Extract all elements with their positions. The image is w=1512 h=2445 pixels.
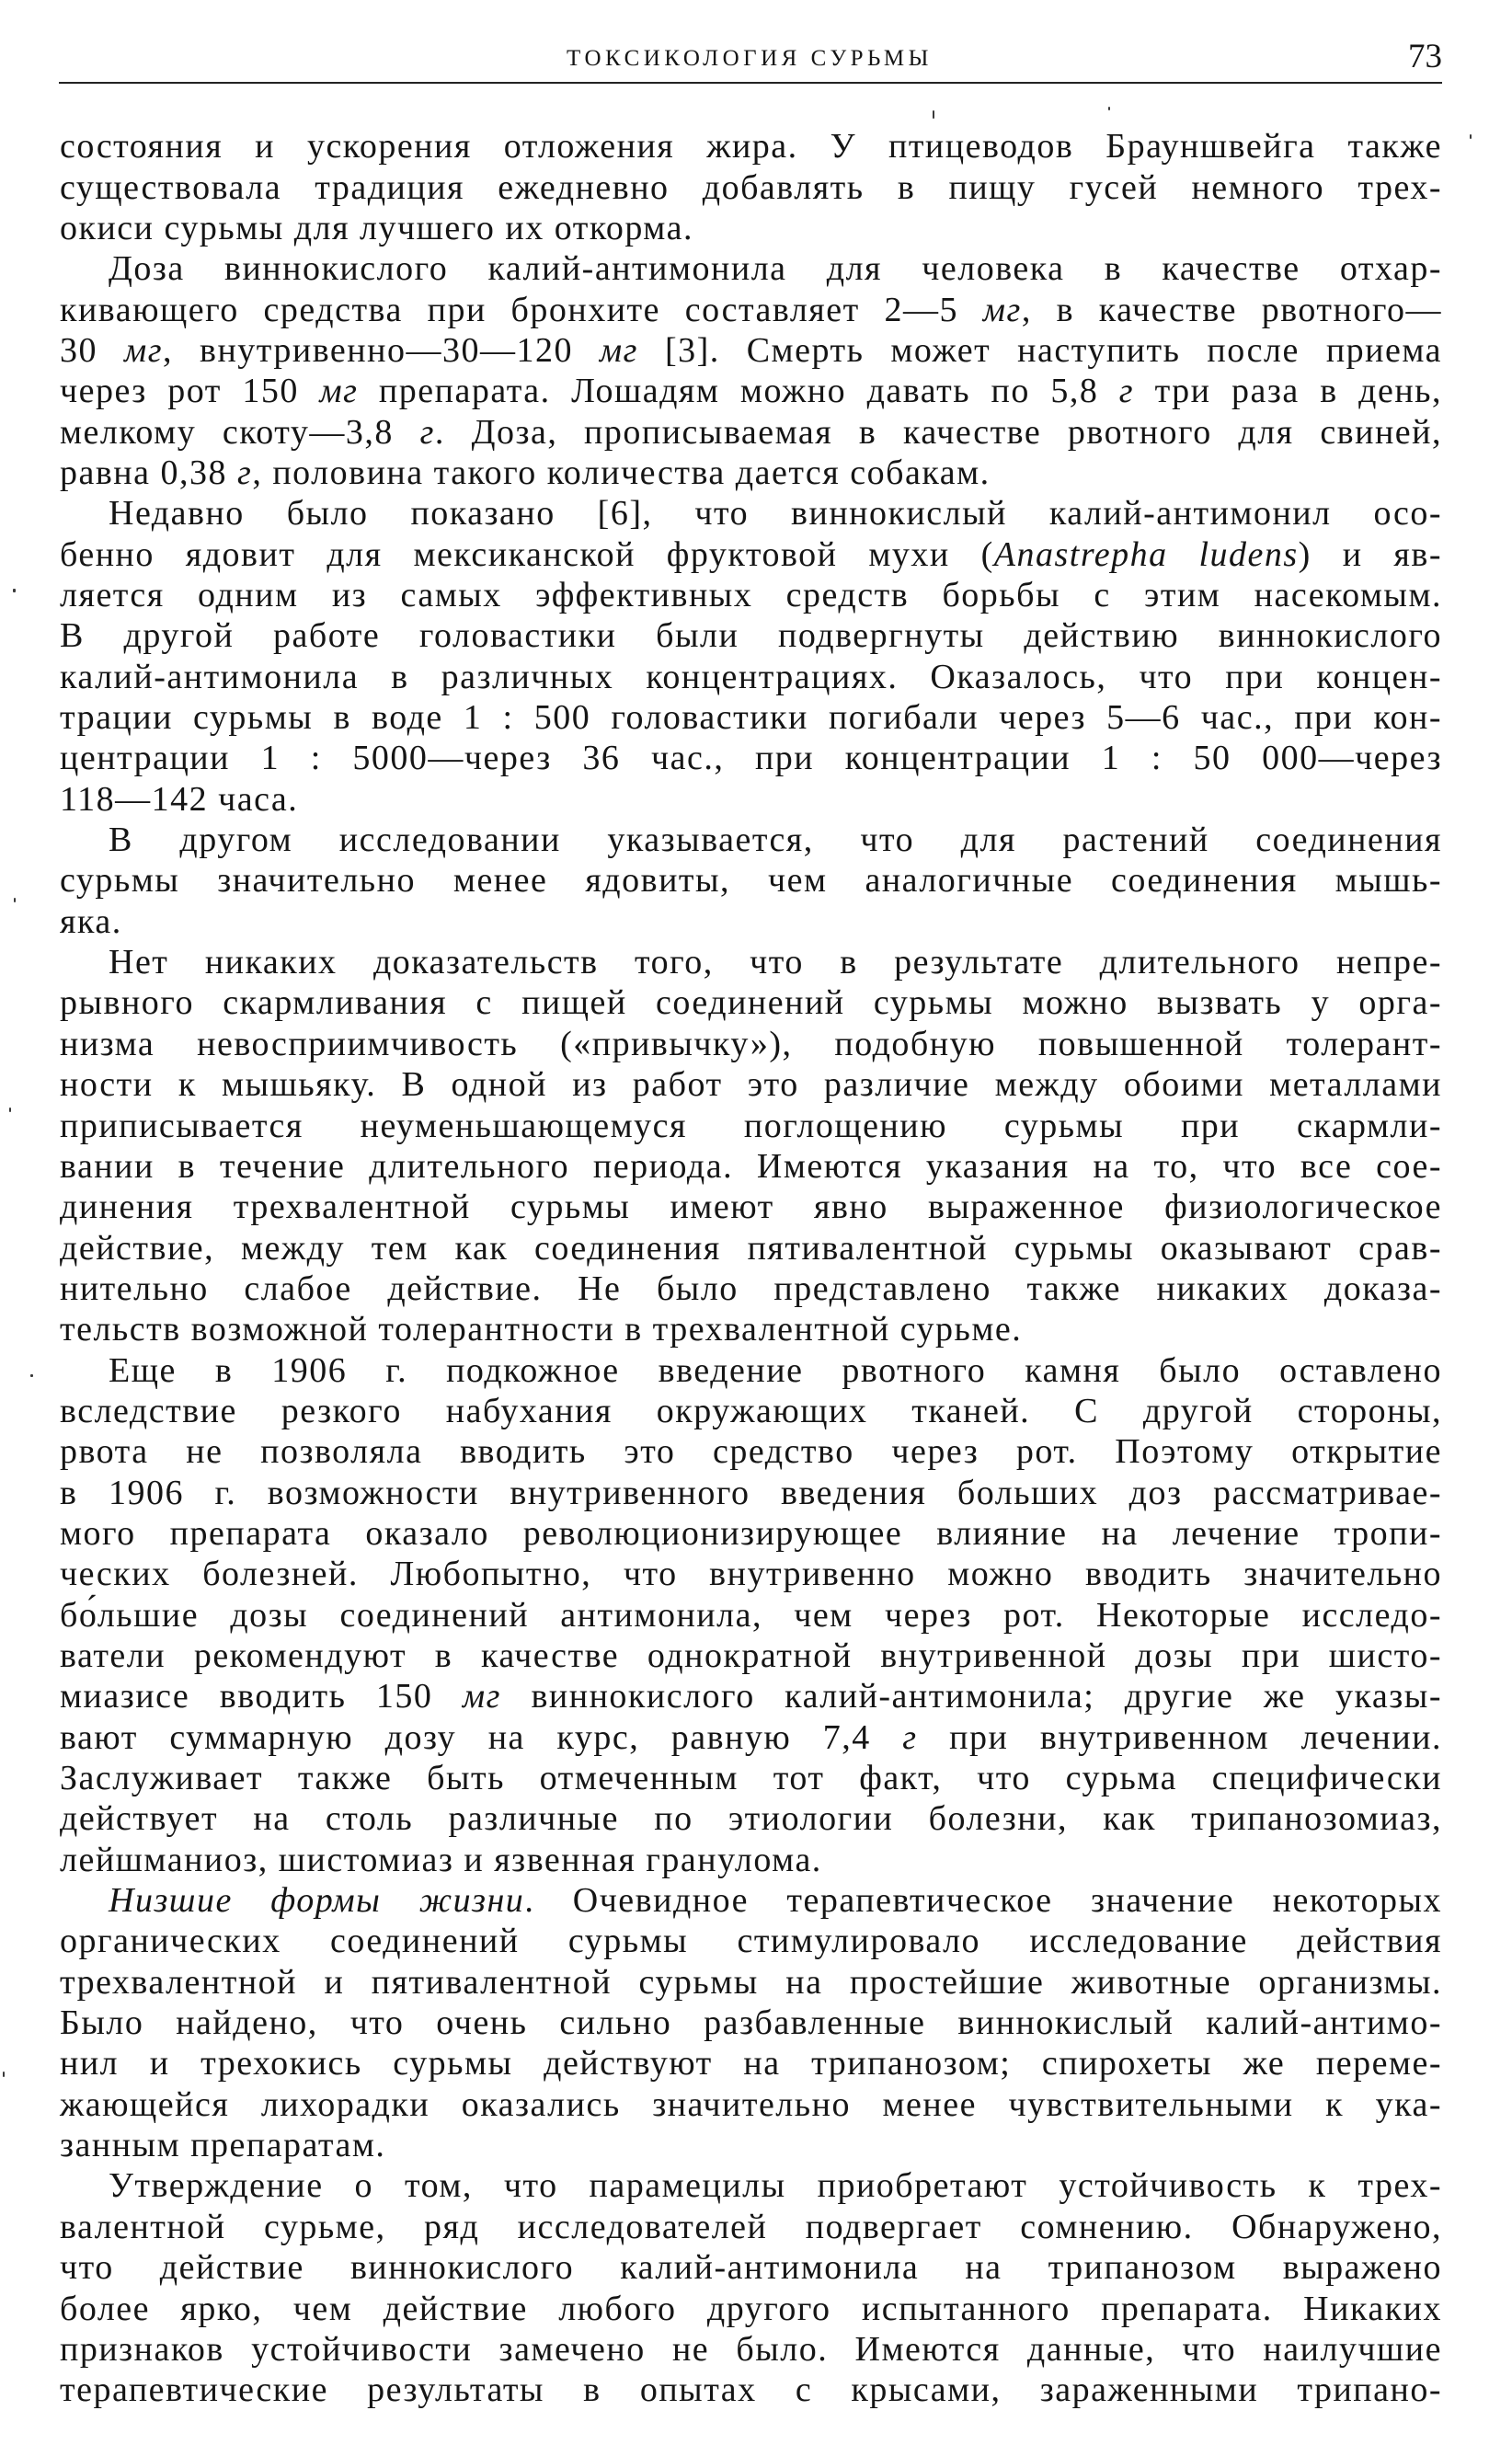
- text-line: [60, 534, 1442, 575]
- line-text: миазисе вводить 150: [60, 1677, 463, 1716]
- italic-text: г: [237, 453, 253, 492]
- line-text: Недавно было показано [6], что виннокислый калий-антимонил осо-: [109, 494, 1442, 534]
- body-text: [60, 0, 1442, 2445]
- line-text: лейшманиоз, шистомиаз и язвенная гранулома.: [60, 1840, 822, 1879]
- line-text: ватели рекомендуют в качестве однократной внутривенной дозы при шисто-: [60, 1636, 1442, 1675]
- line-text: низма невосприимчивость («привычку»), подобную повышенной толерант-: [60, 1024, 1442, 1063]
- text-line: [60, 942, 1442, 982]
- italic-text: мг: [123, 330, 164, 370]
- text-line: [60, 860, 1442, 901]
- text-line: [60, 290, 1442, 330]
- text-line: [60, 2003, 1442, 2043]
- text-line: [60, 453, 1442, 493]
- text-line: [60, 1268, 1442, 1309]
- line-text: вании в течение длительного периода. Имеются указания на то, что все сое-: [60, 1146, 1442, 1186]
- text-line: [60, 615, 1442, 656]
- italic-text: мг: [319, 372, 359, 411]
- line-text: . Очевидное терапевтическое значение некоторых: [524, 1881, 1442, 1920]
- text-line: [60, 2207, 1442, 2247]
- line-text: органических соединений сурьмы стимулировало исследование действия: [60, 1922, 1442, 1961]
- line-text: Было найдено, что очень сильно разбавленные виннокислый калий-антимо-: [60, 2003, 1442, 2043]
- text-line: [60, 2370, 1442, 2410]
- text-line: [60, 1676, 1442, 1716]
- line-text: ческих болезней. Любопытно, что внутривенно можно вводить значительно: [60, 1555, 1442, 1594]
- scan-speck: [9, 1108, 11, 1112]
- line-text: , половина такого количества дается собакам.: [252, 453, 991, 492]
- line-text: тельств возможной толерантности в трехвалентной сурьме.: [60, 1310, 1023, 1349]
- line-text: действие, между тем как соединения пятивалентной сурьмы оказывают срав-: [60, 1228, 1442, 1268]
- text-line: [60, 1064, 1442, 1105]
- line-text: более ярко, чем действие любого другого испытанного препарата. Никаких: [60, 2289, 1442, 2328]
- text-line: [60, 1636, 1442, 1676]
- line-text: бенно ядовит для мексиканской фруктовой мухи (: [60, 534, 994, 574]
- line-text: [3]. Смерть может наступить после приема: [637, 330, 1443, 370]
- italic-text: Низшие формы жизни: [109, 1881, 525, 1920]
- text-line: [60, 1758, 1442, 1798]
- italic-text: мг: [462, 1677, 501, 1716]
- line-text: трехвалентной и пятивалентной сурьмы на простейшие животные организмы.: [60, 1962, 1442, 2002]
- line-text: рывного скармливания с пищей соединений сурьмы можно вызвать у орга-: [60, 983, 1442, 1023]
- scan-speck: [1470, 134, 1472, 139]
- line-text: В другой работе головастики были подвергнуты действию виннокислого: [60, 616, 1442, 656]
- line-text: вают суммарную дозу на курс, равную 7,4: [60, 1717, 903, 1757]
- line-text: ) и яв-: [1298, 534, 1442, 574]
- italic-text: г: [419, 412, 435, 452]
- text-line: [60, 1513, 1442, 1554]
- text-line: [60, 1431, 1442, 1472]
- line-text: существовала традиция ежедневно добавлять в пищу гусей немного трех-: [60, 167, 1442, 207]
- text-line: [60, 1717, 1442, 1758]
- line-text: Утверждение о том, что парамецилы приобретают устойчивость к трех-: [109, 2166, 1442, 2206]
- line-text: валентной сурьме, ряд исследователей подвергает сомнению. Обнаружено,: [60, 2207, 1442, 2246]
- text-line: [60, 738, 1442, 778]
- line-text: мого препарата оказало революционизирующее влияние на лечение тропи-: [60, 1513, 1442, 1553]
- line-text: жающейся лихорадки оказались значительно менее чувствительными к ука-: [60, 2084, 1442, 2124]
- line-text: 118—142 часа.: [60, 779, 299, 819]
- line-text: В другом исследовании указывается, что для растений соединения: [109, 821, 1442, 860]
- line-text: вследствие резкого набухания окружающих тканей. С другой стороны,: [60, 1391, 1442, 1430]
- text-line: [60, 2084, 1442, 2125]
- text-line: [60, 1024, 1442, 1064]
- running-title: ТОКСИКОЛОГИЯ СУРЬМЫ: [567, 46, 933, 71]
- scan-speck: [1108, 107, 1110, 110]
- text-line: [60, 1350, 1442, 1391]
- text-line: [60, 982, 1442, 1023]
- text-line: [60, 820, 1442, 860]
- text-line: [60, 1840, 1442, 1880]
- italic-text: Anastrepha ludens: [993, 534, 1299, 574]
- text-line: [60, 2247, 1442, 2288]
- line-text: мелкому скоту—3,8: [60, 412, 420, 452]
- text-line: [60, 167, 1442, 208]
- line-text: Доза виннокислого калий-антимонила для человека в качестве отхар-: [109, 249, 1442, 289]
- line-text: Еще в 1906 г. подкожное введение рвотного камня было оставлено: [109, 1350, 1442, 1390]
- line-text: рвота не позволяла вводить это средство через рот. Поэтому открытие: [60, 1432, 1442, 1472]
- text-line: [60, 412, 1442, 453]
- text-line: [60, 1962, 1442, 2003]
- scan-speck: [30, 1374, 33, 1377]
- line-text: ности к мышьяку. В одной из работ это различие между обоими металлами: [60, 1065, 1442, 1105]
- line-text: равна 0,38: [60, 453, 238, 492]
- text-line: [60, 2289, 1442, 2329]
- text-line: [60, 697, 1442, 738]
- line-text: препарата. Лошадям можно давать по 5,8: [358, 372, 1119, 411]
- line-text: бо́льшие дозы соединений антимонила, чем через рот. Некоторые исследо-: [60, 1595, 1442, 1635]
- italic-text: г: [1118, 372, 1135, 411]
- text-line: [60, 1391, 1442, 1431]
- text-line: [60, 901, 1442, 942]
- line-text: виннокислого калий-антимонила; другие же указы-: [500, 1677, 1442, 1716]
- line-text: действует на столь различные по этиологии болезни, как трипанозомиаз,: [60, 1799, 1442, 1839]
- text-line: [60, 1187, 1442, 1227]
- line-text: приписывается неуменьшающемуся поглощению сурьмы при скармли-: [60, 1106, 1442, 1145]
- text-line: [60, 493, 1442, 534]
- italic-text: г: [902, 1717, 918, 1757]
- scan-speck: [14, 898, 16, 902]
- text-line: [60, 1228, 1442, 1268]
- line-text: признаков устойчивости замечено не было. Имеются данные, что наилучшие: [60, 2329, 1442, 2369]
- italic-text: мг: [599, 330, 638, 370]
- text-line: [60, 575, 1442, 615]
- line-text: , внутривенно—30—120: [163, 330, 600, 370]
- line-text: динения трехвалентной сурьмы имеют явно выраженное физиологическое: [60, 1188, 1442, 1227]
- line-text: в 1906 г. возможности внутривенного введения больших доз рассматривае-: [60, 1473, 1442, 1512]
- line-text: 30: [60, 330, 124, 370]
- scan-speck: [933, 110, 934, 119]
- text-line: [60, 1554, 1442, 1594]
- line-text: окиси сурьмы для лучшего их откорма.: [60, 208, 693, 247]
- text-line: [60, 248, 1442, 289]
- line-text: сурьмы значительно менее ядовиты, чем аналогичные соединения мышь-: [60, 861, 1442, 901]
- page-number: 73: [1408, 38, 1442, 75]
- line-text: центрации 1 : 5000—через 36 час., при концентрации 1 : 50 000—через: [60, 739, 1442, 778]
- text-line: [60, 657, 1442, 697]
- scan-speck: [13, 589, 16, 592]
- line-text: яка.: [60, 901, 122, 941]
- text-line: [60, 1880, 1442, 1921]
- text-line: [60, 2329, 1442, 2370]
- text-line: [60, 1309, 1442, 1349]
- text-line: [60, 126, 1442, 166]
- text-line: [60, 330, 1442, 371]
- text-line: [60, 1473, 1442, 1513]
- text-line: [60, 2125, 1442, 2165]
- line-text: через рот 150: [60, 372, 320, 411]
- text-line: [60, 371, 1442, 411]
- line-text: занным препаратам.: [60, 2126, 386, 2165]
- line-text: три раза в день,: [1134, 372, 1442, 411]
- text-line: [60, 1595, 1442, 1636]
- text-line: [60, 1146, 1442, 1187]
- line-text: что действие виннокислого калий-антимонила на трипанозом выражено: [60, 2248, 1442, 2288]
- line-text: Нет никаких доказательств того, что в результате длительного непре-: [109, 943, 1442, 982]
- line-text: ляется одним из самых эффективных средств борьбы с этим насекомым.: [60, 576, 1442, 614]
- text-line: [60, 1106, 1442, 1146]
- line-text: кивающего средства при бронхите составляет 2—5: [60, 290, 983, 329]
- text-line: [60, 2165, 1442, 2206]
- line-text: нил и трехокись сурьмы действуют на трипанозом; спирохеты же переме-: [60, 2044, 1442, 2083]
- line-text: . Доза, прописываемая в качестве рвотного для свиней,: [434, 412, 1442, 452]
- italic-text: мг: [982, 290, 1022, 329]
- scan-speck: [3, 2072, 5, 2077]
- text-line: [60, 208, 1442, 248]
- line-text: состояния и ускорения отложения жира. У птицеводов Брауншвейга также: [60, 127, 1442, 166]
- line-text: трации сурьмы в воде 1 : 500 головастики погибали через 5—6 час., при кон-: [60, 698, 1442, 737]
- line-text: калий-антимонила в различных концентрациях. Оказалось, что при концен-: [60, 657, 1442, 696]
- text-line: [60, 1798, 1442, 1839]
- line-text: при внутривенном лечении.: [917, 1717, 1442, 1757]
- line-text: нительно слабое действие. Не было представлено также никаких доказа-: [60, 1268, 1442, 1308]
- text-line: [60, 779, 1442, 820]
- line-text: терапевтические результаты в опытах с крысами, зараженными трипано-: [60, 2370, 1442, 2410]
- line-text: , в качестве рвотного—: [1021, 290, 1443, 329]
- text-line: [60, 1921, 1442, 1961]
- line-text: Заслуживает также быть отмеченным тот факт, что сурьма специфически: [60, 1759, 1442, 1797]
- text-line: [60, 2043, 1442, 2083]
